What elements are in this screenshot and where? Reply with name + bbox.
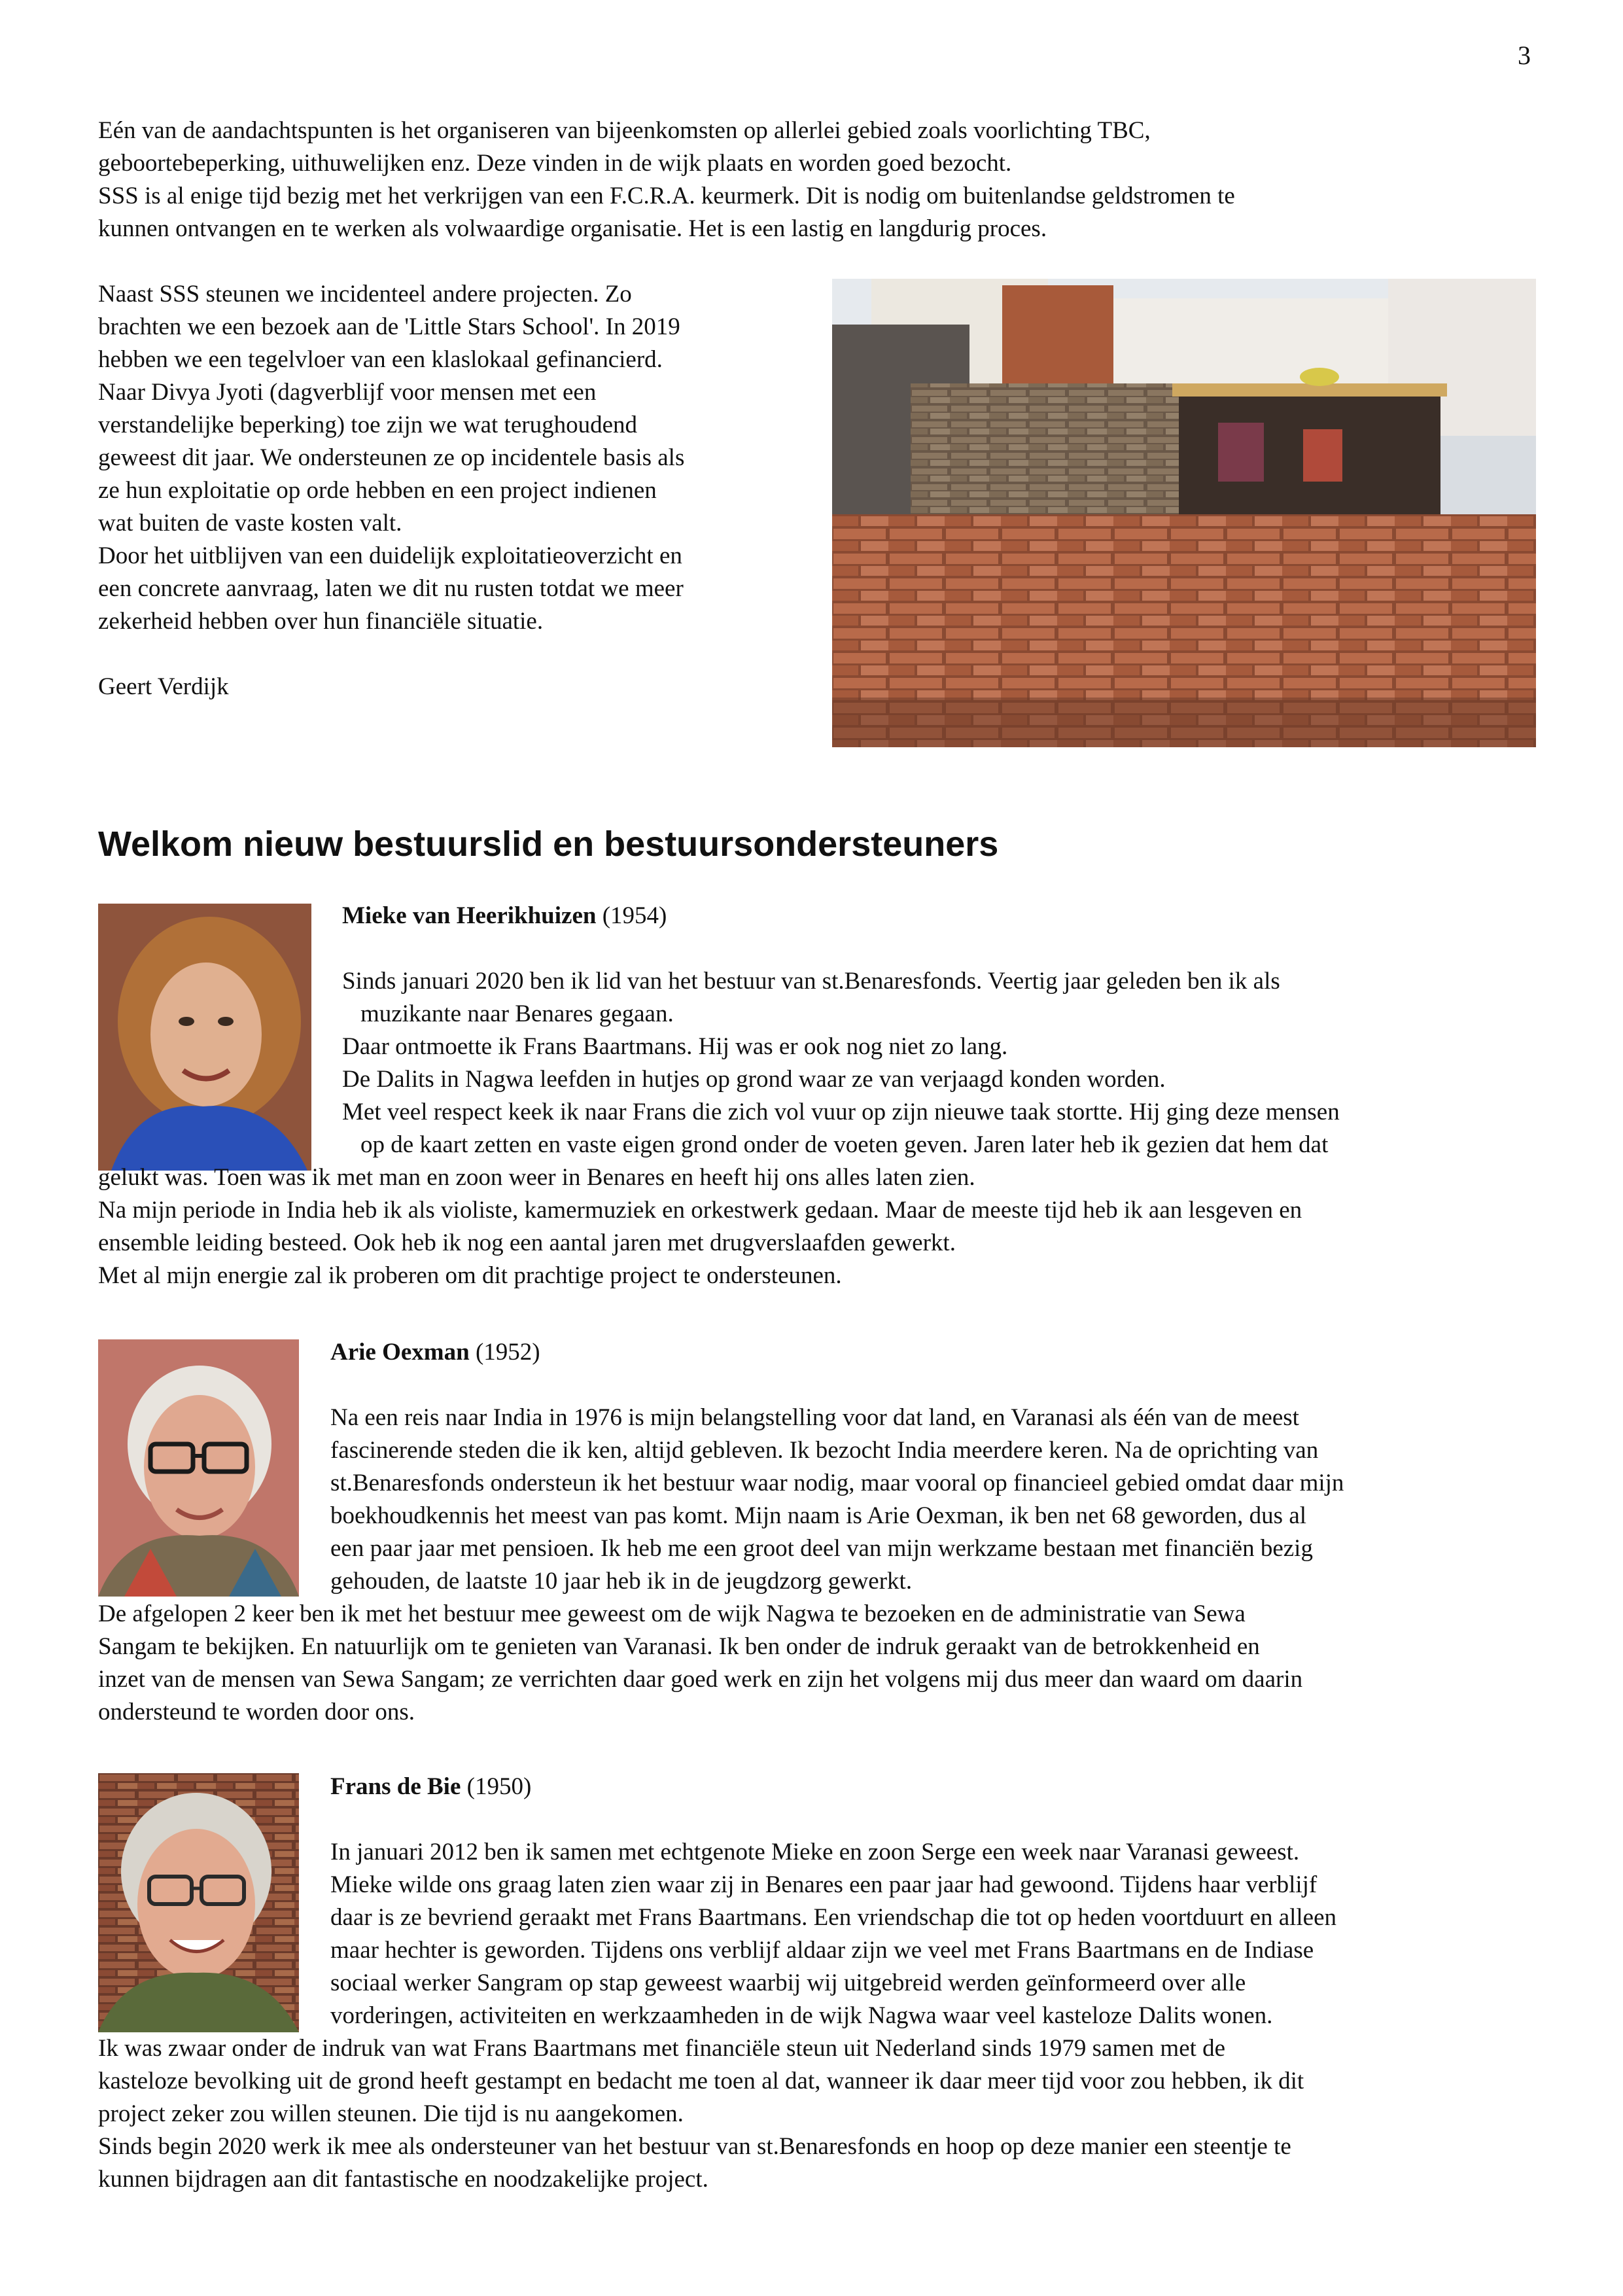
text-line: wat buiten de vaste kosten valt. <box>98 510 402 537</box>
profile-mieke-beside <box>342 900 1539 1161</box>
text-line: sociaal werker Sangram op stap geweest waarbij wij uitgebreid werden geïnformeerd over alle <box>330 1969 1246 1996</box>
text-line: inzet van de mensen van Sewa Sangam; ze verrichten daar goed werk en zijn het volgens mij dus meer dan waard om daarin <box>98 1666 1303 1693</box>
profile-heading <box>342 900 1539 932</box>
text-line: kasteloze bevolking uit de grond heeft gestampt en bedacht me toen al dat, wanneer ik daar meer tijd voor zou hebben, ik dit <box>98 2068 1304 2094</box>
text-line: brachten we een bezoek aan de 'Little Stars School'. In 2019 <box>98 313 680 340</box>
text-line: daar is ze bevriend geraakt met Frans Baartmans. Een vriendschap die tot op heden voortduurt en alleen <box>330 1904 1337 1931</box>
profile-year: (1952) <box>469 1339 540 1366</box>
text-line: geweest dit jaar. We ondersteunen ze op incidentele basis als <box>98 444 685 471</box>
text-line: kunnen ontvangen en te werken als volwaardige organisatie. Het is een lastig en langdurig proces. <box>98 215 1047 242</box>
text-line: muzikante naar Benares gegaan. <box>360 1000 674 1027</box>
bricks-photo <box>832 279 1536 747</box>
text-line: De afgelopen 2 keer ben ik met het bestuur mee geweest om de wijk Nagwa te bezoeken en de administratie van Sewa <box>98 1600 1246 1627</box>
text-line: Na mijn periode in India heb ik als violiste, kamermuziek en orkestwerk gedaan. Maar de meeste tijd heb ik aan lesgeven en <box>98 1197 1302 1224</box>
portrait-arie-photo <box>98 1339 299 1597</box>
text-line: ensemble leiding besteed. Ook heb ik nog een aantal jaren met drugverslaafden gewerkt. <box>98 1229 956 1256</box>
text-line: vorderingen, activiteiten en werkzaamheden in de wijk Nagwa waar veel kasteloze Dalits wonen. <box>330 2002 1273 2029</box>
text-line: Na een reis naar India in 1976 is mijn belangstelling voor dat land, en Varanasi als één van de meest <box>330 1404 1299 1431</box>
text-line: Eén van de aandachtspunten is het organiseren van bijeenkomsten op allerlei gebied zoals voorlichting TBC, <box>98 117 1151 144</box>
text-line: Door het uitblijven van een duidelijk exploitatieoverzicht en <box>98 542 682 569</box>
profile-mieke-full <box>98 1161 1544 1292</box>
text-line: gelukt was. Toen was ik met man en zoon weer in Benares en heeft hij ons alles laten zien. <box>98 1164 975 1191</box>
text-line: ze hun exploitatie op orde hebben en een project indienen <box>98 477 657 504</box>
text-line: Naast SSS steunen we incidenteel andere projecten. Zo <box>98 281 632 308</box>
profile-name: Arie Oexman <box>330 1339 470 1366</box>
text-line: geboortebeperking, uithuwelijken enz. Deze vinden in de wijk plaats en worden goed bezocht. <box>98 150 1012 177</box>
author-signature: Geert Verdijk <box>98 673 229 700</box>
profile-frans-beside <box>330 1771 1541 2032</box>
text-line: een concrete aanvraag, laten we dit nu rusten totdat we meer <box>98 575 684 602</box>
text-line: Sinds januari 2020 ben ik lid van het bestuur van st.Benaresfonds. Veertig jaar geleden ben ik als <box>342 968 1280 995</box>
text-line: boekhoudkennis het meest van pas komt. Mijn naam is Arie Oexman, ik ben net 68 geworden, dus al <box>330 1502 1307 1529</box>
profile-heading <box>330 1336 1541 1369</box>
text-line: In januari 2012 ben ik samen met echtgenote Mieke en zoon Serge een week naar Varanasi geweest. <box>330 1839 1300 1865</box>
profile-year: (1950) <box>461 1773 532 1800</box>
text-line: Met veel respect keek ik naar Frans die zich vol vuur op zijn nieuwe taak stortte. Hij ging deze mensen <box>342 1099 1340 1125</box>
text-line: Daar ontmoette ik Frans Baartmans. Hij was er ook nog niet zo lang. <box>342 1033 1008 1060</box>
text-line: een paar jaar met pensioen. Ik heb me een groot deel van mijn werkzame bestaan met financiën bezig <box>330 1535 1313 1562</box>
profile-heading <box>330 1771 1541 1803</box>
profile-frans-full <box>98 2032 1544 2196</box>
profile-arie-full <box>98 1598 1544 1729</box>
intro-paragraph <box>98 115 1537 245</box>
text-line: SSS is al enige tijd bezig met het verkrijgen van een F.C.R.A. keurmerk. Dit is nodig om buitenlandse geldstromen te <box>98 183 1235 209</box>
text-line: kunnen bijdragen aan dit fantastische en noodzakelijke project. <box>98 2166 708 2193</box>
text-line: Met al mijn energie zal ik proberen om dit prachtige project te ondersteunen. <box>98 1262 842 1289</box>
text-line: Sinds begin 2020 werk ik mee als ondersteuner van het bestuur van st.Benaresfonds en hoop op deze manier een steentje te <box>98 2133 1291 2160</box>
text-line: De Dalits in Nagwa leefden in hutjes op grond waar ze van verjaagd konden worden. <box>342 1066 1166 1093</box>
text-line: st.Benaresfonds ondersteun ik het bestuur waar nodig, maar vooral op financieel gebied omdat daar mijn <box>330 1470 1344 1496</box>
profile-name: Mieke van Heerikhuizen <box>342 902 597 929</box>
section-title: Welkom nieuw bestuurslid en bestuursondersteuners <box>98 824 999 864</box>
text-line: Ik was zwaar onder de indruk van wat Frans Baartmans met financiële steun uit Nederland sinds 1979 samen met de <box>98 2035 1226 2062</box>
text-line: verstandelijke beperking) toe zijn we wat terughoudend <box>98 412 637 438</box>
profile-name: Frans de Bie <box>330 1773 461 1800</box>
text-line: Naar Divya Jyoti (dagverblijf voor mensen met een <box>98 379 597 406</box>
portrait-mieke-photo <box>98 904 311 1171</box>
page-number: 3 <box>1518 41 1531 70</box>
text-line: Sangam te bekijken. En natuurlijk om te genieten van Varanasi. Ik ben onder de indruk geraakt van de betrokkenheid en <box>98 1633 1260 1660</box>
portrait-frans-photo <box>98 1773 299 2032</box>
text-line: Mieke wilde ons graag laten zien waar zij in Benares een paar jaar had gewoond. Tijdens haar verblijf <box>330 1871 1318 1898</box>
profile-arie-beside <box>330 1336 1541 1598</box>
text-line: gehouden, de laatste 10 jaar heb ik in de jeugdzorg gewerkt. <box>330 1568 913 1595</box>
text-line: zekerheid hebben over hun financiële situatie. <box>98 608 544 635</box>
text-line: ondersteund te worden door ons. <box>98 1699 415 1725</box>
text-line: hebben we een tegelvloer van een klaslokaal gefinancierd. <box>98 346 663 373</box>
text-line: op de kaart zetten en vaste eigen grond onder de voeten geven. Jaren later heb ik gezien dat hem dat <box>360 1131 1329 1158</box>
projects-paragraph <box>98 278 818 703</box>
profile-year: (1954) <box>596 902 667 929</box>
text-line: maar hechter is geworden. Tijdens ons verblijf aldaar zijn we veel met Frans Baartmans en de Indiase <box>330 1937 1314 1964</box>
text-line: project zeker zou willen steunen. Die tijd is nu aangekomen. <box>98 2100 684 2127</box>
text-line: fascinerende steden die ik ken, altijd gebleven. Ik bezocht India meerdere keren. Na de oprichting van <box>330 1437 1319 1464</box>
